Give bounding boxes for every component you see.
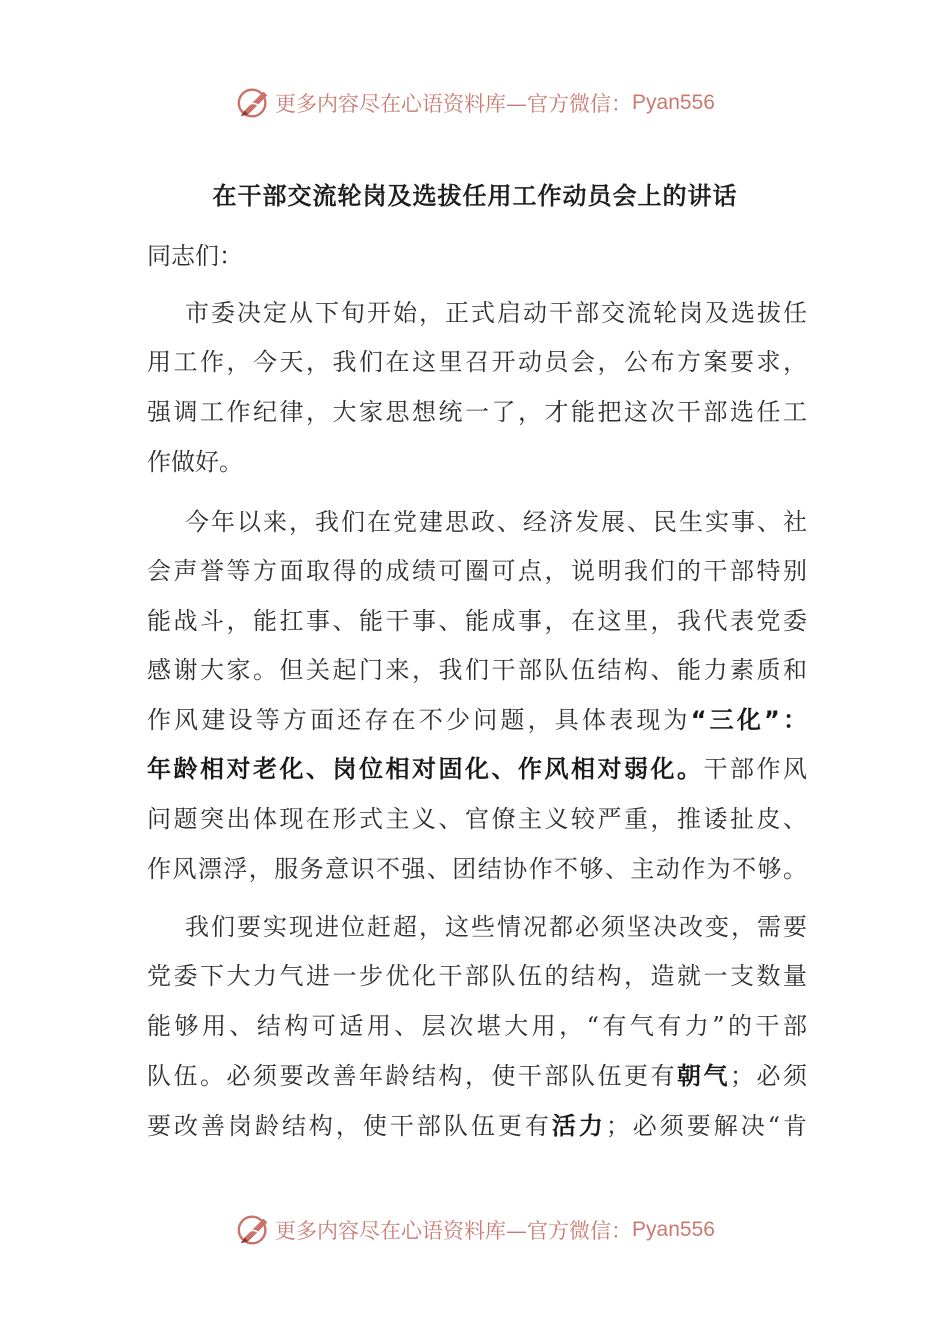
paragraph-1-line-1: 市委决定从下旬开始，正式启动干部交流轮岗及选拔任 [185, 299, 807, 327]
watermark-banner-bottom [0, 1208, 950, 1252]
paragraph-2-line-2: 会声誉等方面取得的成绩可圈可点，说明我们的干部特别 [147, 557, 807, 585]
paragraph-3-line-5 [147, 1110, 807, 1142]
paragraph-2-line-6-text: 干部作风 [703, 755, 807, 783]
paragraph-3-line-5-text: 要改善岗龄结构，使干部队伍更有 [147, 1112, 552, 1140]
paragraph-1-line-3: 强调工作纪律，大家思想统一了，才能把这次干部选任工 [147, 398, 807, 426]
paragraph-2-line-7: 问题突出体现在形式主义、官僚主义较严重，推诿扯皮、 [147, 805, 807, 833]
paragraph-3-line-4 [147, 1060, 807, 1092]
paragraph-2-line-5-text: 作风建设等方面还存在不少问题，具体表现为 [147, 706, 691, 734]
paragraph-2-line-4: 感谢大家。但关起门来，我们干部队伍结构、能力素质和 [147, 656, 807, 684]
paragraph-2-line-3: 能战斗，能扛事、能干事、能成事，在这里，我代表党委 [147, 607, 807, 635]
paragraph-1-line-2: 用工作，今天，我们在这里召开动员会，公布方案要求， [147, 348, 807, 376]
emphasis-zhaoqi: 朝气 [677, 1062, 730, 1090]
watermark-wechat-id: Pyan556 [632, 91, 715, 114]
paragraph-3-line-2: 党委下大力气进一步优化干部队伍的结构，造就一支数量 [147, 962, 807, 990]
paragraph-3-line-4-text: 队伍。必须要改善年龄结构，使干部队伍更有 [147, 1062, 677, 1090]
salutation: 同志们： [147, 242, 243, 270]
paragraph-2-line-6 [147, 753, 807, 785]
paragraph-3-line-4-tail: ；必须 [730, 1062, 807, 1090]
watermark-text: 更多内容尽在心语资料库—官方微信： [275, 92, 633, 116]
document-title: 在干部交流轮岗及选拔任用工作动员会上的讲话 [212, 182, 738, 210]
pen-logo-icon [235, 84, 273, 122]
watermark-text: 更多内容尽在心语资料库—官方微信： [275, 1219, 633, 1243]
watermark-wechat-id: Pyan556 [632, 1218, 715, 1241]
pen-logo-icon [235, 1211, 273, 1249]
emphasis-three-problems: 年龄相对老化、岗位相对固化、作风相对弱化。 [147, 755, 704, 783]
paragraph-2-line-5 [147, 704, 807, 736]
paragraph-3-line-3: 能够用、结构可适用、层次堪大用，“有气有力”的干部 [147, 1012, 807, 1040]
emphasis-san-hua: “三化”： [690, 706, 808, 734]
paragraph-2-line-1: 今年以来，我们在党建思政、经济发展、民生实事、社 [185, 508, 807, 536]
watermark-banner-top [0, 81, 950, 125]
paragraph-1-line-4: 作做好。 [147, 448, 243, 476]
paragraph-3-line-1: 我们要实现进位赶超，这些情况都必须坚决改变，需要 [185, 913, 807, 941]
paragraph-2-line-8: 作风漂浮，服务意识不强、团结协作不够、主动作为不够。 [147, 855, 807, 883]
emphasis-huoli: 活力 [551, 1112, 606, 1140]
paragraph-3-line-5-tail: ；必须要解决“肯 [605, 1112, 807, 1140]
